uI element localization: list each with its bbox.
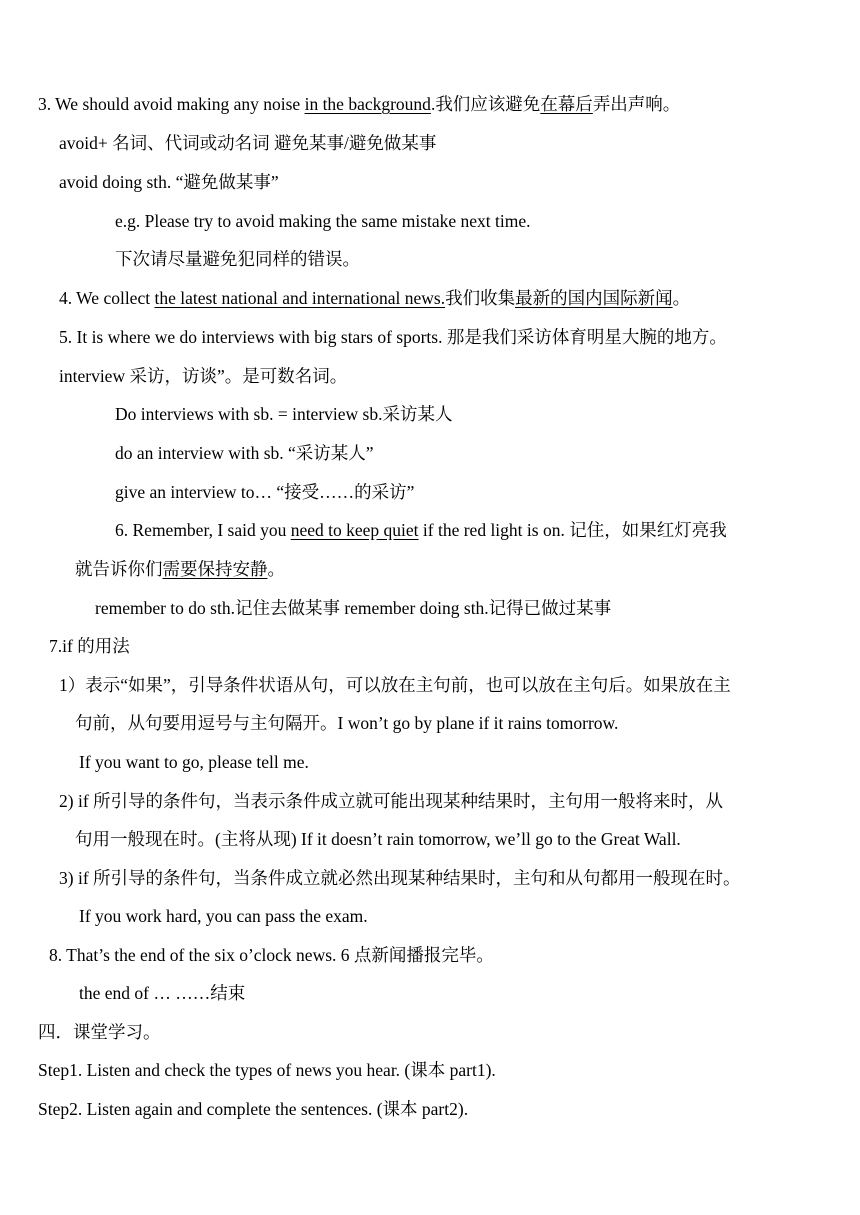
underlined-text: 需要保持安静	[162, 559, 268, 579]
text-segment: if the red light is on. 记住，如果红灯亮我	[418, 520, 727, 540]
text-segment: 就告诉你们	[75, 559, 163, 579]
text-line: avoid+ 名词、代词或动名词 避免某事/避免做某事	[59, 133, 437, 153]
text-line: avoid doing sth. “避免做某事”	[59, 172, 279, 192]
text-line: 7.if 的用法	[49, 636, 130, 656]
text-line	[115, 519, 727, 541]
text-line: remember to do sth.记住去做某事 remember doing sth.记得已做过某事	[95, 598, 612, 618]
text-line: 句用一般现在时。(主将从现) If it doesn’t rain tomorrow, we’ll go to the Great Wall.	[75, 829, 681, 849]
text-segment: 3. We should avoid making any noise	[38, 94, 305, 114]
text-line: interview 采访，访谈”。是可数名词。	[59, 366, 348, 386]
text-line: 8. That’s the end of the six o’clock news. 6 点新闻播报完毕。	[49, 945, 494, 965]
text-line: 2) if 所引导的条件句，当表示条件成立就可能出现某种结果时，主句用一般将来时，从	[59, 791, 724, 811]
text-line	[38, 93, 680, 115]
underlined-text: 在幕后	[540, 94, 593, 114]
text-segment: 。	[267, 559, 285, 579]
section-heading: 四．课堂学习。	[38, 1022, 161, 1042]
text-segment: 。	[672, 288, 691, 308]
text-segment: .我们应该避免	[430, 94, 541, 114]
text-line: 句前，从句要用逗号与主句隔开。I won’t go by plane if it rains tomorrow.	[75, 713, 619, 733]
text-line: e.g. Please try to avoid making the same mistake next time.	[115, 211, 531, 231]
text-segment: 我们收集	[445, 288, 516, 308]
text-line: If you want to go, please tell me.	[79, 752, 309, 772]
underlined-text: 最新的国内国际新闻	[515, 288, 673, 308]
underlined-text: in the background	[304, 94, 431, 114]
text-line	[59, 287, 690, 309]
underlined-text: need to keep quiet	[290, 520, 419, 540]
text-line	[75, 558, 285, 580]
text-line: 1）表示“如果”，引导条件状语从句，可以放在主句前，也可以放在主句后。如果放在主	[59, 675, 731, 695]
text-line: the end of … ……结束	[79, 983, 246, 1003]
text-segment: 4. We collect	[59, 288, 155, 308]
text-segment: 6. Remember, I said you	[115, 520, 291, 540]
text-line: 5. It is where we do interviews with big stars of sports. 那是我们采访体育明星大腕的地方。	[59, 327, 727, 347]
text-line: 3) if 所引导的条件句，当条件成立就必然出现某种结果时，主句和从句都用一般现在时。	[59, 868, 741, 888]
text-line: If you work hard, you can pass the exam.	[79, 906, 368, 926]
text-line: Step2. Listen again and complete the sentences. (课本 part2).	[38, 1099, 469, 1119]
text-line: do an interview with sb. “采访某人”	[115, 443, 374, 463]
text-segment: 弄出声响。	[592, 94, 681, 114]
text-line: Step1. Listen and check the types of news you hear. (课本 part1).	[38, 1060, 496, 1080]
text-line: 下次请尽量避免犯同样的错误。	[115, 249, 360, 269]
text-line: give an interview to… “接受……的采访”	[115, 482, 415, 502]
text-line: Do interviews with sb. = interview sb.采访某人	[115, 404, 453, 424]
underlined-text: the latest national and international news.	[154, 288, 446, 308]
